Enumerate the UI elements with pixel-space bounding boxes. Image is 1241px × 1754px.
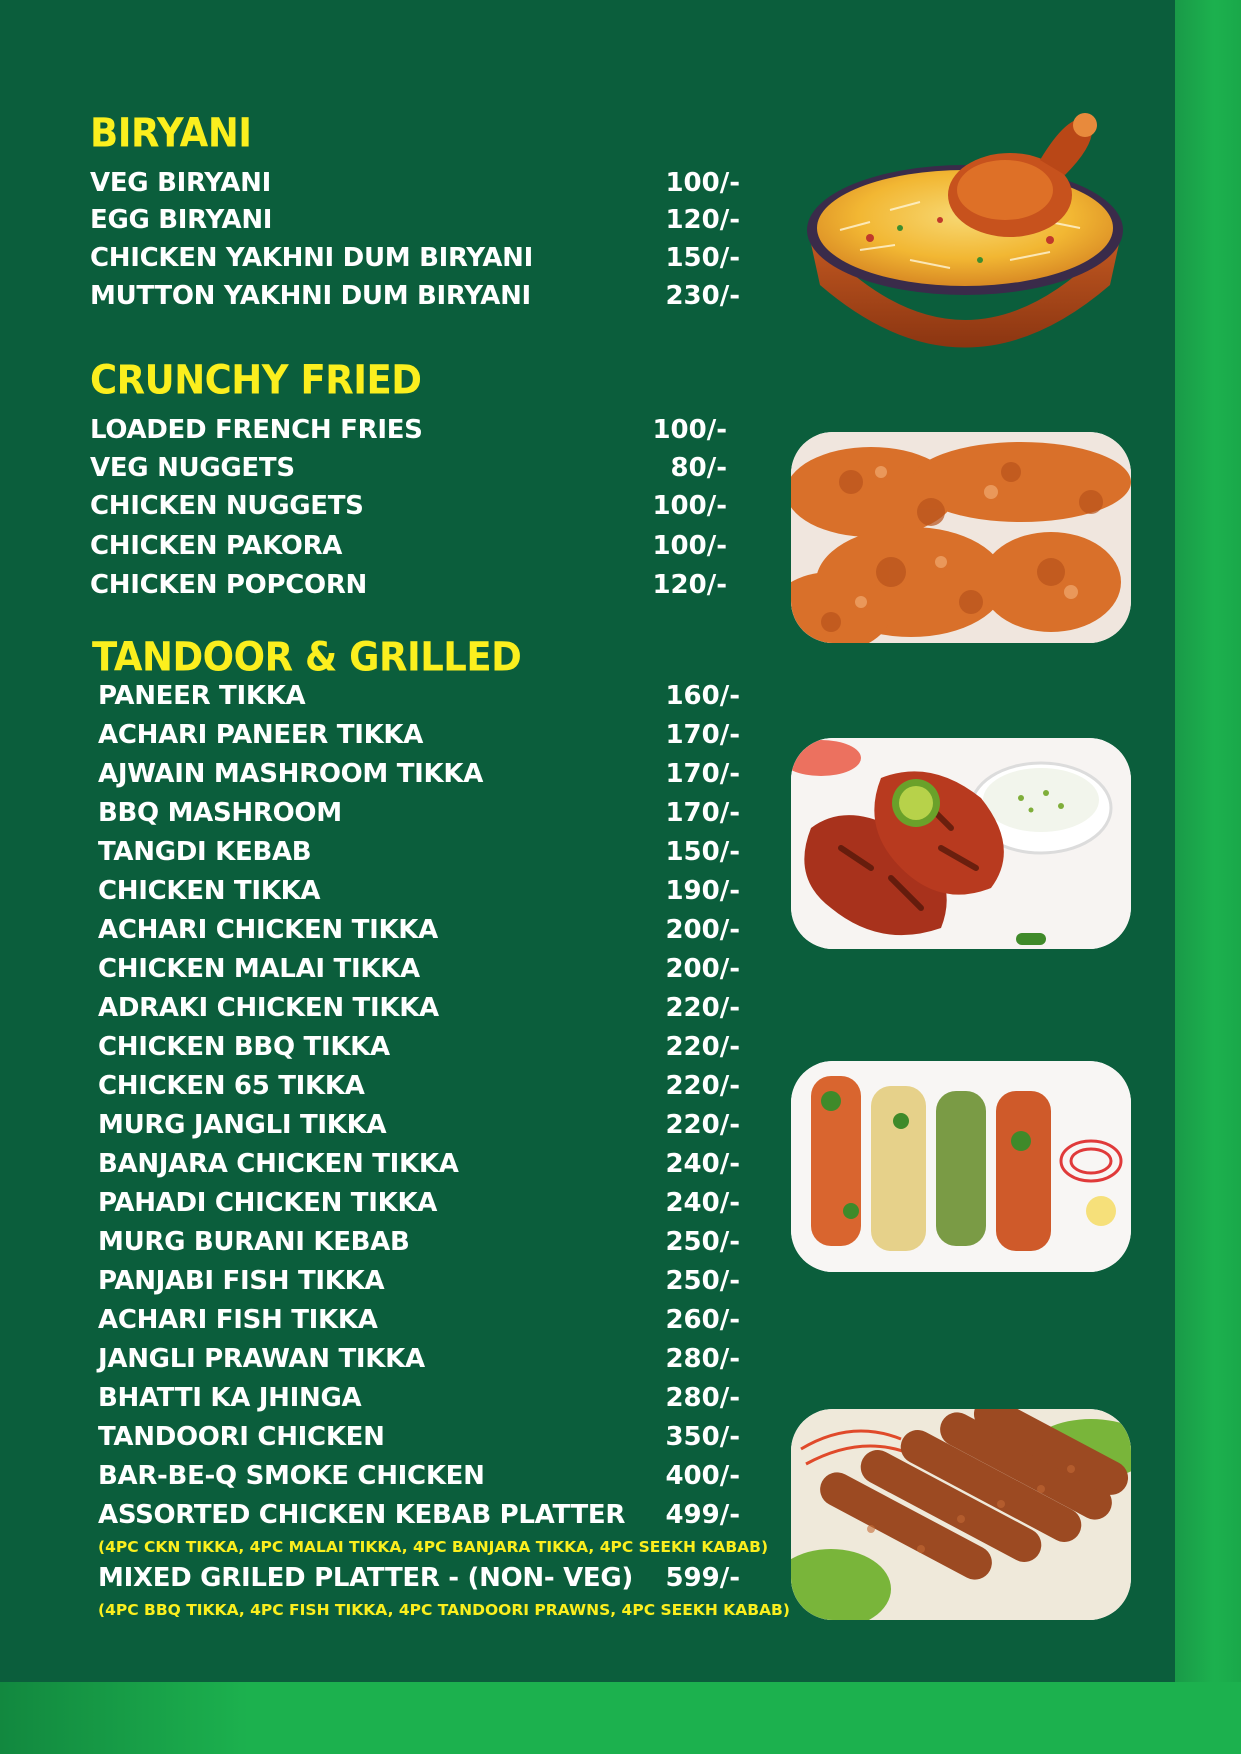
item-price: 599/- bbox=[665, 1563, 740, 1593]
item-name: BBQ MASHROOM bbox=[98, 798, 342, 828]
item-name: CHICKEN PAKORA bbox=[90, 531, 343, 561]
menu-item bbox=[0, 798, 740, 834]
item-price: 200/- bbox=[665, 915, 740, 945]
menu-item bbox=[0, 205, 740, 241]
item-price: 280/- bbox=[665, 1383, 740, 1413]
item-price: 280/- bbox=[665, 1344, 740, 1374]
fried-chicken-image bbox=[791, 432, 1131, 643]
item-price: 150/- bbox=[665, 837, 740, 867]
item-name: ACHARI CHICKEN TIKKA bbox=[98, 915, 438, 945]
item-name: BANJARA CHICKEN TIKKA bbox=[98, 1149, 459, 1179]
item-price: 170/- bbox=[665, 720, 740, 750]
item-name: CHICKEN POPCORN bbox=[90, 570, 367, 600]
item-price: 240/- bbox=[665, 1149, 740, 1179]
item-name: MURG JANGLI TIKKA bbox=[98, 1110, 387, 1140]
item-name: PANJABI FISH TIKKA bbox=[98, 1266, 385, 1296]
item-price: 220/- bbox=[665, 1071, 740, 1101]
item-name: CHICKEN BBQ TIKKA bbox=[98, 1032, 390, 1062]
menu-item bbox=[0, 1032, 740, 1068]
item-price: 120/- bbox=[665, 205, 740, 235]
item-name: PANEER TIKKA bbox=[98, 681, 306, 711]
item-price: 100/- bbox=[652, 491, 727, 521]
item-name: MIXED GRILED PLATTER - (NON- VEG) bbox=[98, 1563, 634, 1593]
item-price: 240/- bbox=[665, 1188, 740, 1218]
menu-item bbox=[0, 1461, 740, 1497]
item-price: 100/- bbox=[665, 168, 740, 198]
item-name: TANDOORI CHICKEN bbox=[98, 1422, 385, 1452]
item-price: 220/- bbox=[665, 1110, 740, 1140]
item-name: EGG BIRYANI bbox=[90, 205, 273, 235]
menu-item bbox=[0, 759, 740, 795]
menu-item bbox=[0, 1110, 740, 1146]
menu-item bbox=[0, 168, 740, 204]
item-name: CHICKEN TIKKA bbox=[98, 876, 321, 906]
menu-item bbox=[0, 491, 727, 527]
item-name: BAR-BE-Q SMOKE CHICKEN bbox=[98, 1461, 485, 1491]
menu-item bbox=[0, 1149, 740, 1185]
item-price: 220/- bbox=[665, 993, 740, 1023]
item-price: 499/- bbox=[665, 1500, 740, 1530]
item-name: CHICKEN YAKHNI DUM BIRYANI bbox=[90, 243, 533, 273]
item-price: 170/- bbox=[665, 798, 740, 828]
item-name: VEG BIRYANI bbox=[90, 168, 271, 198]
section-title-crunchy-fried: CRUNCHY FRIED bbox=[90, 357, 422, 404]
biryani-bowl-image bbox=[800, 110, 1130, 365]
item-price: 260/- bbox=[665, 1305, 740, 1335]
seekh-kebab-image bbox=[791, 1409, 1131, 1620]
item-price: 120/- bbox=[652, 570, 727, 600]
menu-item bbox=[0, 415, 727, 451]
menu-item bbox=[0, 243, 740, 279]
item-price: 170/- bbox=[665, 759, 740, 789]
menu-item bbox=[0, 1563, 740, 1599]
menu-item bbox=[0, 1188, 740, 1224]
menu-item bbox=[0, 531, 727, 567]
section-title-tandoor-grilled: TANDOOR & GRILLED bbox=[92, 634, 522, 681]
item-name: ACHARI FISH TIKKA bbox=[98, 1305, 378, 1335]
item-price: 250/- bbox=[665, 1227, 740, 1257]
menu-item bbox=[0, 1500, 740, 1536]
platter-note-mixed: (4PC BBQ TIKKA, 4PC FISH TIKKA, 4PC TANDOORI PRAWNS, 4PC SEEKH KABAB) bbox=[98, 1601, 790, 1619]
menu-item bbox=[0, 954, 740, 990]
menu-item bbox=[0, 570, 727, 606]
item-price: 400/- bbox=[665, 1461, 740, 1491]
item-price: 80/- bbox=[670, 453, 727, 483]
item-price: 160/- bbox=[665, 681, 740, 711]
menu-item bbox=[0, 281, 740, 317]
item-name: BHATTI KA JHINGA bbox=[98, 1383, 362, 1413]
right-border-strip bbox=[1175, 0, 1241, 1754]
item-name: MURG BURANI KEBAB bbox=[98, 1227, 410, 1257]
menu-item bbox=[0, 1305, 740, 1341]
menu-item bbox=[0, 915, 740, 951]
item-price: 200/- bbox=[665, 954, 740, 984]
item-price: 250/- bbox=[665, 1266, 740, 1296]
item-price: 230/- bbox=[665, 281, 740, 311]
menu-item bbox=[0, 1227, 740, 1263]
item-name: AJWAIN MASHROOM TIKKA bbox=[98, 759, 484, 789]
item-price: 150/- bbox=[665, 243, 740, 273]
item-name: CHICKEN NUGGETS bbox=[90, 491, 364, 521]
bottom-border-strip bbox=[0, 1682, 1241, 1754]
item-price: 100/- bbox=[652, 415, 727, 445]
item-name: MUTTON YAKHNI DUM BIRYANI bbox=[90, 281, 531, 311]
item-name: TANGDI KEBAB bbox=[98, 837, 312, 867]
section-title-biryani: BIRYANI bbox=[90, 110, 252, 157]
menu-item bbox=[0, 1344, 740, 1380]
menu-item bbox=[0, 876, 740, 912]
item-price: 190/- bbox=[665, 876, 740, 906]
item-name: PAHADI CHICKEN TIKKA bbox=[98, 1188, 438, 1218]
menu-item bbox=[0, 720, 740, 756]
menu-item bbox=[0, 837, 740, 873]
menu-item bbox=[0, 681, 740, 717]
menu-item bbox=[0, 993, 740, 1029]
platter-note-assorted: (4PC CKN TIKKA, 4PC MALAI TIKKA, 4PC BANJARA TIKKA, 4PC SEEKH KABAB) bbox=[98, 1538, 769, 1556]
item-name: LOADED FRENCH FRIES bbox=[90, 415, 423, 445]
item-name: ACHARI PANEER TIKKA bbox=[98, 720, 424, 750]
item-name: CHICKEN 65 TIKKA bbox=[98, 1071, 365, 1101]
tandoori-chicken-image bbox=[791, 738, 1131, 949]
menu-item bbox=[0, 1383, 740, 1419]
item-name: JANGLI PRAWAN TIKKA bbox=[98, 1344, 425, 1374]
item-name: ADRAKI CHICKEN TIKKA bbox=[98, 993, 439, 1023]
item-name: CHICKEN MALAI TIKKA bbox=[98, 954, 420, 984]
item-name: VEG NUGGETS bbox=[90, 453, 295, 483]
item-price: 220/- bbox=[665, 1032, 740, 1062]
menu-item bbox=[0, 1422, 740, 1458]
item-price: 100/- bbox=[652, 531, 727, 561]
menu-item bbox=[0, 453, 727, 489]
menu-item bbox=[0, 1071, 740, 1107]
menu-item bbox=[0, 1266, 740, 1302]
item-name: ASSORTED CHICKEN KEBAB PLATTER bbox=[98, 1500, 626, 1530]
item-price: 350/- bbox=[665, 1422, 740, 1452]
tikka-platter-image bbox=[791, 1061, 1131, 1272]
